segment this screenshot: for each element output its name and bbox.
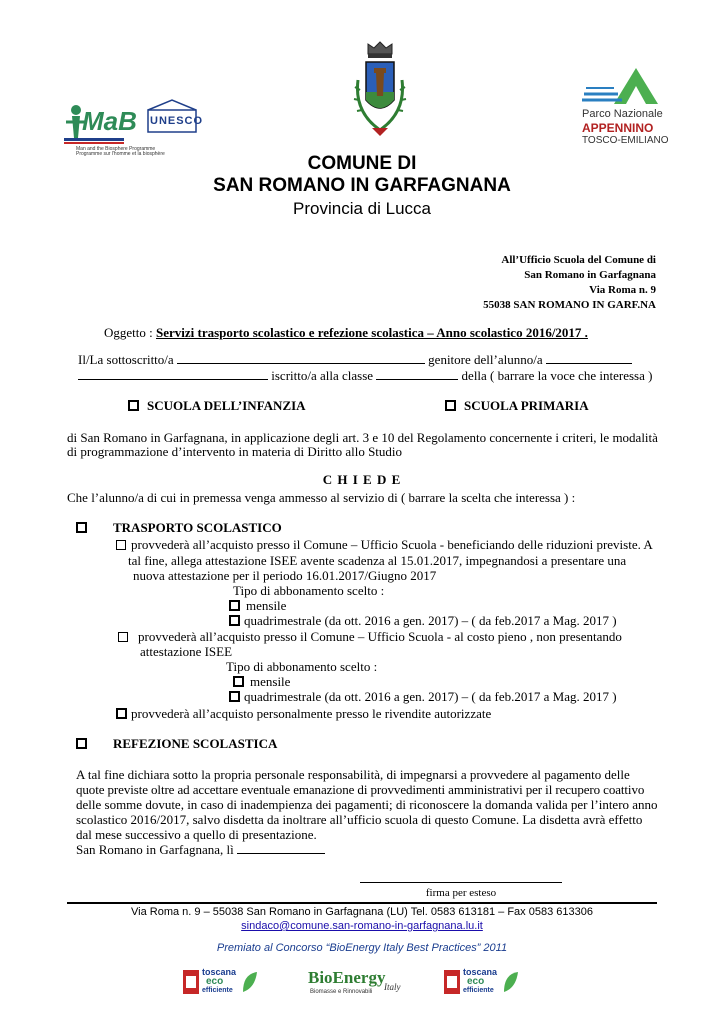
chiede-heading: C H I E D E (322, 472, 402, 487)
opt1-checkbox[interactable] (116, 540, 126, 550)
sottoscritto-field[interactable] (177, 352, 425, 364)
park-line-2: APPENNINO (582, 121, 654, 135)
page-title-line-2: SAN ROMANO IN GARFAGNANA (213, 175, 511, 196)
toscana-label-left: toscana (202, 967, 237, 977)
opt1-quadrimestrale-row[interactable] (229, 613, 617, 629)
opt2-mensile-row[interactable] (233, 674, 290, 690)
footer-address: Via Roma n. 9 – 55038 San Romano in Garfagnana (LU) Tel. 0583 613181 – Fax 0583 613306 (131, 906, 593, 918)
toscana-flag-icon (183, 970, 199, 994)
opt1-line-3: nuova attestazione per il periodo 16.01.2017/Giugno 2017 (133, 568, 437, 583)
mab-text: MaB (82, 106, 137, 136)
opt1-quadrimestrale-checkbox[interactable] (229, 615, 240, 626)
recipient-line-4: 55038 SAN ROMANO IN GARF.NA (483, 299, 656, 311)
opt1-quadrimestrale-label: quadrimestrale (da ott. 2016 a gen. 2017) – ( da feb.2017 a Mag. 2017 ) (244, 613, 617, 628)
unesco-text: UNESCO (150, 115, 204, 127)
trasporto-opt2-line-1[interactable] (118, 629, 622, 645)
bioenergy-subtitle: Biomasse e Rinnovabili (310, 989, 373, 995)
page-subtitle: Provincia di Lucca (293, 199, 431, 218)
recipient-line-1: All’Ufficio Scuola del Comune di (501, 254, 656, 266)
refezione-paragraph-4: scolastico 2016/2017, salvo disdetta da inoltrare all’ufficio scuola di questo Comune. La disdetta avrà effetto (76, 812, 643, 827)
park-line-3: TOSCO-EMILIANO (582, 135, 669, 146)
opt2-quadrimestrale-checkbox[interactable] (229, 691, 240, 702)
opt2-line-1: provvederà all’acquisto presso il Comune – Ufficio Scuola - al costo pieno , non presentando (138, 629, 622, 644)
primaria-checkbox[interactable] (445, 400, 456, 411)
object-text: Servizi trasporto scolastico e refezione scolastica – Anno scolastico 2016/2017 . (156, 325, 588, 340)
refezione-heading: REFEZIONE SCOLASTICA (113, 736, 278, 751)
option-primaria[interactable] (445, 398, 589, 414)
object-label: Oggetto : (104, 325, 153, 340)
opt2-line-2: attestazione ISEE (140, 644, 233, 659)
genitore-label: genitore dell’alunno/a (428, 352, 543, 367)
toscana-eco-logo-right (444, 966, 524, 998)
opt1-mensile-row[interactable] (229, 598, 286, 614)
coat-of-arms (350, 40, 410, 142)
place-date-label: San Romano in Garfagnana, lì (76, 842, 234, 857)
page-title-line-1: COMUNE DI (307, 153, 417, 174)
sottoscritto-label: Il/La sottoscritto/a (78, 352, 174, 367)
opt1-mensile-checkbox[interactable] (229, 600, 240, 611)
opt3-checkbox[interactable] (116, 708, 127, 719)
alunno-field[interactable] (546, 352, 632, 364)
opt2-quadrimestrale-row[interactable] (229, 689, 617, 705)
primaria-label: SCUOLA PRIMARIA (464, 398, 589, 413)
efficiente-label-right: efficiente (463, 987, 494, 994)
barrare-label: della ( barrare la voce che interessa ) (461, 368, 653, 383)
opt3-label: provvederà all’acquisto personalmente presso le rivendite autorizzate (131, 706, 492, 721)
signature-label: firma per esteso (425, 887, 497, 899)
mab-subtitle-1: Man and the Biosphere Programme (76, 146, 156, 152)
chiede-intro: Che l’alunno/a di cui in premessa venga ammesso al servizio di ( barrare la scelta che interessa ) : (67, 490, 576, 505)
refezione-paragraph-3: delle somme dovute, in caso di inadempienza dei pagamenti; di riconoscere la domanda valida per l’intero anno (76, 797, 658, 812)
object-line (104, 325, 588, 341)
opt2-tipo-label: Tipo di abbonamento scelto : (226, 659, 378, 674)
infanzia-label: SCUOLA DELL’INFANZIA (147, 398, 306, 413)
opt1-line-1: provvederà all’acquisto presso il Comune – Ufficio Scuola - beneficiando delle riduzioni previste. A (131, 537, 653, 552)
opt1-tipo-label: Tipo di abbonamento scelto : (233, 583, 385, 598)
iscritto-label: iscritto/a alla classe (271, 368, 374, 383)
classe-field[interactable] (376, 368, 458, 380)
efficiente-label-left: efficiente (202, 987, 233, 994)
footer-divider (67, 902, 657, 904)
opt2-mensile-checkbox[interactable] (233, 676, 244, 687)
toscana-eco-logo-left (183, 966, 263, 998)
opt2-checkbox[interactable] (118, 632, 128, 642)
recipient-line-2: San Romano in Garfagnana (524, 269, 656, 281)
refezione-checkbox[interactable] (76, 738, 87, 749)
mountain-icon (578, 64, 676, 108)
toscana-label-right: toscana (463, 967, 498, 977)
opt1-line-2: tal fine, allega attestazione ISEE avente scadenza al 15.01.2017, impegnandosi a presentare una (128, 553, 627, 568)
mab-subtitle-2: Programme sur l'homme et la biosphère (76, 151, 165, 157)
opt1-mensile-label: mensile (246, 598, 287, 613)
coat-of-arms-icon (350, 40, 410, 142)
infanzia-checkbox[interactable] (128, 400, 139, 411)
trasporto-heading-row[interactable] (76, 520, 282, 536)
mab-unesco-logo (64, 92, 204, 156)
eco-label-right: eco (467, 976, 485, 987)
place-date-row (76, 842, 325, 858)
opt2-mensile-label: mensile (250, 674, 291, 689)
date-field[interactable] (237, 842, 325, 854)
alunno-name-field[interactable] (78, 368, 268, 380)
opt2-quadrimestrale-label: quadrimestrale (da ott. 2016 a gen. 2017) – ( da feb.2017 a Mag. 2017 ) (244, 689, 617, 704)
footer-email-link[interactable]: sindaco@comune.san-romano-in-garfagnana.lu.it (241, 920, 483, 932)
leaf-icon (502, 970, 520, 994)
form-line-2 (78, 368, 652, 384)
toscana-flag-icon (444, 970, 460, 994)
regolamento-line-1: di San Romano in Garfagnana, in applicazione degli art. 3 e 10 del Regolamento concernente i criteri, le modalità (67, 430, 658, 445)
leaf-icon (241, 970, 259, 994)
regolamento-line-2: di programmazione d’intervento in materia di Diritto allo Studio (67, 444, 403, 459)
recipient-line-3: Via Roma n. 9 (589, 284, 656, 296)
park-logo (578, 64, 676, 162)
italy-label: Italy (384, 982, 401, 992)
park-line-1: Parco Nazionale (582, 108, 663, 120)
refezione-paragraph-1: A tal fine dichiara sotto la propria personale responsabilità, di impegnarsi a provvedere al pagamento delle (76, 767, 630, 782)
option-infanzia[interactable] (128, 398, 306, 414)
bioenergy-label: BioEnergy (308, 968, 386, 987)
trasporto-opt1-line-1[interactable] (116, 537, 653, 553)
eco-label-left: eco (206, 976, 224, 987)
trasporto-opt3-row[interactable] (116, 706, 491, 722)
form-line-1 (78, 352, 632, 368)
footer-award: Premiato al Concorso “BioEnergy Italy Best Practices” 2011 (216, 942, 508, 954)
bioenergy-logo (308, 968, 404, 998)
trasporto-checkbox[interactable] (76, 522, 87, 533)
refezione-heading-row[interactable] (76, 736, 277, 752)
signature-line[interactable] (360, 882, 562, 883)
trasporto-heading: TRASPORTO SCOLASTICO (113, 520, 282, 535)
refezione-paragraph-5: dal mese successivo a quello di presentazione. (76, 827, 317, 842)
refezione-paragraph-2: quote previste oltre ad accettare eventuale emanazione di provvedimenti amministrativi per il recupero coattivo (76, 782, 645, 797)
